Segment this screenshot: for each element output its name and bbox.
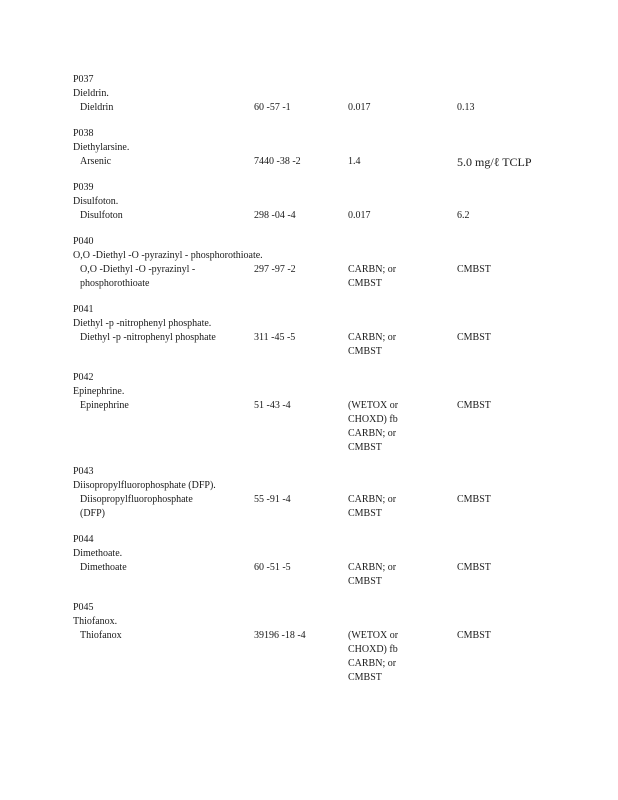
nonwastewater-standard: CMBST	[457, 400, 491, 411]
waste-description: Dimethoate.	[73, 548, 123, 559]
cas-number: 311 -45 -5	[254, 332, 296, 343]
waste-description: Disulfoton.	[73, 196, 119, 207]
constituent-row	[73, 209, 603, 223]
wastewater-standard: CARBN; or CMBST	[348, 562, 397, 587]
waste-description: Epinephrine.	[73, 386, 125, 397]
constituent-name: Epinephrine	[80, 400, 129, 411]
nonwastewater-standard: 5.0 mg/ℓ TCLP	[457, 155, 532, 169]
nonwastewater-standard: CMBST	[457, 264, 491, 275]
waste-description: Dieldrin.	[73, 88, 109, 99]
wastewater-standard: (WETOX or CHOXD) fb CARBN; or CMBST	[348, 630, 399, 683]
cas-number: 60 -51 -5	[254, 562, 291, 573]
waste-code: P043	[73, 466, 94, 477]
waste-entry	[73, 601, 603, 683]
nonwastewater-standard: 6.2	[457, 210, 470, 221]
cas-number: 60 -57 -1	[254, 102, 291, 113]
nonwastewater-standard: CMBST	[457, 630, 491, 641]
cas-number: 55 -91 -4	[254, 494, 291, 505]
nonwastewater-standard: CMBST	[457, 494, 491, 505]
wastewater-standard: CARBN; or CMBST	[348, 332, 397, 357]
waste-entry	[73, 127, 603, 169]
waste-description: Diisopropylfluorophosphate (DFP).	[73, 480, 216, 491]
waste-entry	[73, 73, 603, 115]
constituent-name: Disulfoton	[80, 210, 123, 221]
waste-code: P040	[73, 236, 94, 247]
waste-entry	[73, 235, 603, 289]
nonwastewater-standard: CMBST	[457, 562, 491, 573]
waste-entry	[73, 465, 603, 519]
constituent-name: Diethyl -p -nitrophenyl phosphate	[80, 332, 216, 343]
waste-entry	[73, 533, 603, 587]
wastewater-standard: 1.4	[348, 156, 361, 167]
waste-code: P044	[73, 534, 94, 545]
nonwastewater-standard: CMBST	[457, 332, 491, 343]
wastewater-standard: 0.017	[348, 210, 371, 221]
waste-entry	[73, 303, 603, 357]
constituent-row	[73, 493, 603, 519]
constituent-name: Arsenic	[80, 156, 112, 167]
constituent-row	[73, 629, 603, 683]
waste-description: Thiofanox.	[73, 616, 118, 627]
constituent-row	[73, 155, 603, 169]
cas-number: 298 -04 -4	[254, 210, 296, 221]
constituent-row	[73, 263, 603, 289]
waste-entry	[73, 371, 603, 453]
constituent-name: Diisopropylfluorophosphate (DFP)	[80, 494, 193, 519]
wastewater-standard: CARBN; or CMBST	[348, 264, 397, 289]
wastewater-standard: 0.017	[348, 102, 371, 113]
cas-number: 51 -43 -4	[254, 400, 291, 411]
wastewater-standard: (WETOX or CHOXD) fb CARBN; or CMBST	[348, 400, 399, 453]
waste-description: Diethylarsine.	[73, 142, 130, 153]
waste-code: P045	[73, 602, 94, 613]
waste-code: P041	[73, 304, 94, 315]
waste-code: P037	[73, 74, 94, 85]
constituent-row	[73, 101, 603, 115]
waste-description: O,O -Diethyl -O -pyrazinyl - phosphorothioate.	[73, 250, 263, 261]
waste-code: P039	[73, 182, 94, 193]
wastewater-standard: CARBN; or CMBST	[348, 494, 397, 519]
nonwastewater-standard: 0.13	[457, 102, 475, 113]
constituent-row	[73, 399, 603, 453]
waste-entry	[73, 181, 603, 223]
constituent-name: O,O -Diethyl -O -pyrazinyl - phosphorothioate	[80, 264, 196, 289]
constituent-name: Dimethoate	[80, 562, 127, 573]
waste-code: P038	[73, 128, 94, 139]
constituent-name: Thiofanox	[80, 630, 122, 641]
cas-number: 39196 -18 -4	[254, 630, 306, 641]
cas-number: 7440 -38 -2	[254, 156, 301, 167]
cas-number: 297 -97 -2	[254, 264, 296, 275]
constituent-row	[73, 331, 603, 357]
constituent-name: Dieldrin	[80, 102, 114, 113]
waste-description: Diethyl -p -nitrophenyl phosphate.	[73, 318, 212, 329]
waste-code: P042	[73, 372, 94, 383]
constituent-row	[73, 561, 603, 587]
